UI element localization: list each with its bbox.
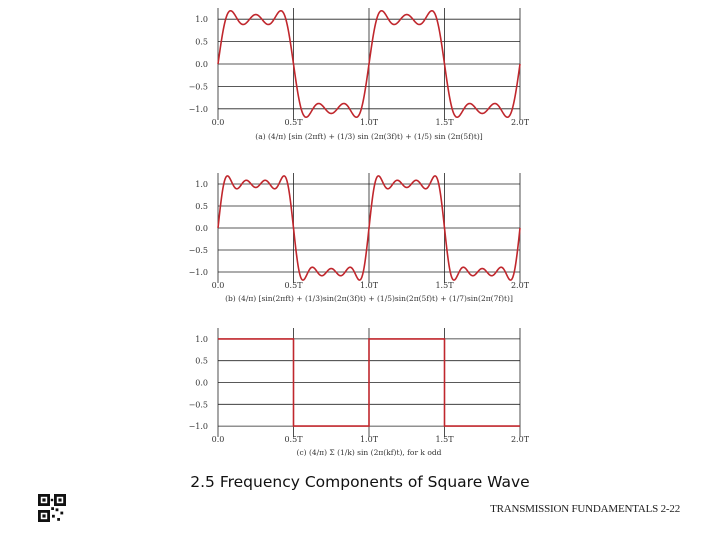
y-tick-label: −1.0 (188, 268, 208, 277)
chart-caption: (a) (4/π) [sin (2πft) + (1/3) sin (2π(3f)t) + (1/5) sin (2π(5f)t)] (255, 132, 483, 141)
x-tick-label: 0.0 (211, 118, 225, 127)
x-tick-label: 0.5T (284, 281, 303, 290)
y-tick-label: 0.5 (195, 356, 208, 366)
x-tick-label: 0.5T (284, 118, 303, 127)
chart-panel-3 (189, 328, 530, 457)
y-tick-label: −0.5 (188, 400, 208, 410)
y-tick-label: −1.0 (188, 104, 208, 114)
y-tick-label: −0.5 (188, 246, 208, 255)
chart-panel-1 (189, 8, 530, 141)
y-tick-label: 0.0 (195, 224, 208, 233)
x-tick-label: 1.5T (435, 118, 454, 127)
chart-panel-2 (189, 173, 530, 303)
y-tick-label: −0.5 (188, 82, 208, 92)
x-tick-label: 2.0T (510, 281, 530, 290)
y-tick-label: 0.0 (195, 378, 208, 388)
y-tick-label: 1.0 (195, 180, 208, 189)
y-tick-label: 1.0 (195, 15, 208, 25)
x-tick-label: 1.5T (435, 435, 454, 444)
footer-label: TRANSMISSION FUNDAMENTALS 2-22 (490, 503, 680, 515)
slide-title: 2.5 Frequency Components of Square Wave (190, 473, 530, 491)
y-tick-label: 0.5 (195, 37, 208, 47)
x-tick-label: 0.0 (211, 435, 225, 444)
chart-caption: (c) (4/π) Σ (1/k) sin (2π(kf)t), for k odd (296, 448, 442, 457)
y-tick-label: −1.0 (188, 422, 208, 432)
x-tick-label: 0.0 (211, 281, 225, 290)
x-tick-label: 1.0T (359, 118, 379, 127)
y-tick-label: 0.5 (195, 202, 208, 211)
x-tick-label: 1.0T (359, 281, 379, 290)
x-tick-label: 1.0T (359, 435, 379, 444)
y-tick-label: 0.0 (195, 60, 208, 69)
x-tick-label: 1.5T (435, 281, 454, 290)
x-tick-label: 2.0T (510, 118, 530, 127)
chart-caption: (b) (4/π) [sin(2πft) + (1/3)sin(2π(3f)t) + (1/5)sin(2π(5f)t) + (1/7)sin(2π(7f)t)] (225, 294, 513, 303)
qr-code-icon (38, 494, 66, 522)
x-tick-label: 0.5T (284, 435, 303, 444)
x-tick-label: 2.0T (510, 435, 530, 444)
y-tick-label: 1.0 (195, 334, 208, 344)
